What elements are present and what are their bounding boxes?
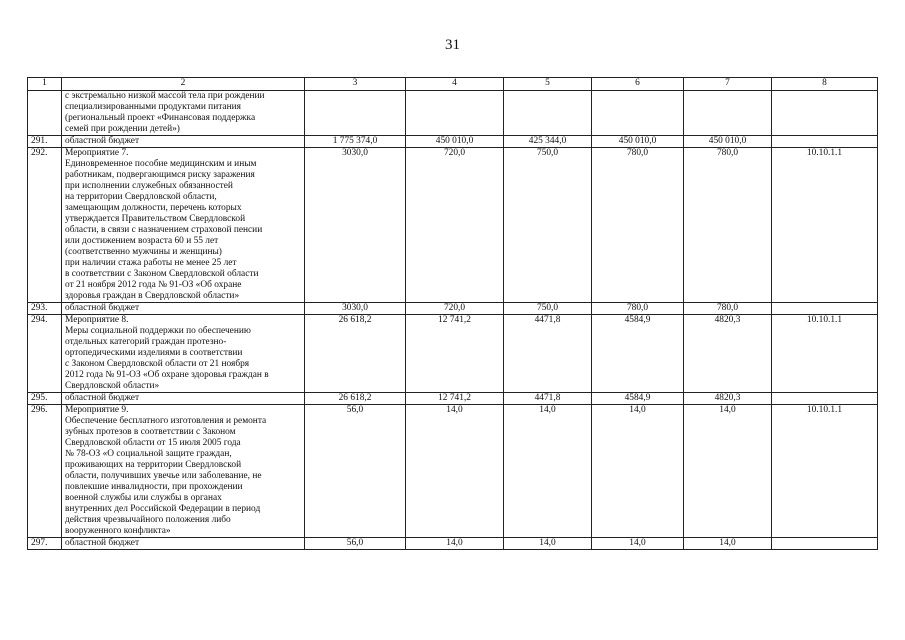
- value-cell-col5: 750,0: [504, 148, 592, 303]
- value-cell-col5: 4471,8: [504, 315, 592, 393]
- value-cell-col7: 14,0: [684, 538, 772, 550]
- value-cell-col5: 750,0: [504, 303, 592, 315]
- value-cell-col4: 14,0: [406, 538, 504, 550]
- row-number-cell: 297.: [28, 538, 62, 550]
- column-header: 3: [305, 78, 406, 91]
- description-line: Свердловской области»: [65, 381, 160, 391]
- row-number-cell: 295.: [28, 393, 62, 405]
- target-code-cell: 10.10.1.1: [772, 148, 878, 303]
- value-cell-col7: 4820,3: [684, 393, 772, 405]
- page-number: 31: [445, 37, 460, 53]
- table-body: [28, 91, 878, 550]
- description-line: здоровья граждан в Свердловской области»: [65, 291, 240, 301]
- value-cell-col6: [592, 91, 684, 136]
- description-line: при наличии стажа работы не менее 25 лет: [65, 258, 237, 268]
- value-cell-col4: 720,0: [406, 303, 504, 315]
- value-cell-col4: 12 741,2: [406, 393, 504, 405]
- target-code-cell: [772, 538, 878, 550]
- description-line: замещающим должности, перечень которых: [65, 203, 242, 213]
- value-cell-col4: 12 741,2: [406, 315, 504, 393]
- value-cell-col4: 450 010,0: [406, 136, 504, 148]
- description-line: действия чрезвычайного положения либо: [65, 515, 231, 525]
- description-line: области, в связи с назначением страховой пенсии: [65, 225, 263, 235]
- table-row: [28, 315, 878, 393]
- description-line: семей при рождении детей»): [65, 124, 180, 134]
- row-number-cell: [28, 91, 62, 136]
- value-cell-col6: 780,0: [592, 148, 684, 303]
- value-cell-col7: 4820,3: [684, 315, 772, 393]
- description-line: № 78-ОЗ «О социальной защите граждан,: [65, 449, 232, 459]
- value-cell-col5: 425 344,0: [504, 136, 592, 148]
- value-cell-col5: 14,0: [504, 405, 592, 538]
- row-number-cell: 294.: [28, 315, 62, 393]
- description-line: отдельных категорий граждан протезно-: [65, 337, 227, 347]
- description-cell: [62, 393, 305, 405]
- table-row: [28, 405, 878, 538]
- description-line: области, получивших увечье или заболевание, не: [65, 471, 262, 481]
- table-row: [28, 136, 878, 148]
- column-header: 6: [592, 78, 684, 91]
- target-code-cell: [772, 393, 878, 405]
- row-number-cell: 292.: [28, 148, 62, 303]
- value-cell-col3: 26 618,2: [305, 393, 406, 405]
- description-line: с экстремально низкой массой тела при рождении: [65, 91, 265, 101]
- description-cell: [62, 315, 305, 393]
- row-number-cell: 293.: [28, 303, 62, 315]
- value-cell-col4: 14,0: [406, 405, 504, 538]
- value-cell-col6: 780,0: [592, 303, 684, 315]
- description-line: на территории Свердловской области,: [65, 192, 217, 202]
- description-cell: [62, 405, 305, 538]
- value-cell-col6: 4584,9: [592, 315, 684, 393]
- value-cell-col3: 26 618,2: [305, 315, 406, 393]
- description-line: областной бюджет: [65, 303, 140, 313]
- description-line: повлекшие инвалидности, при прохождении: [65, 482, 243, 492]
- description-cell: [62, 136, 305, 148]
- value-cell-col5: 4471,8: [504, 393, 592, 405]
- description-line: Мероприятие 7.: [65, 148, 129, 158]
- target-code-cell: [772, 91, 878, 136]
- description-line: ортопедическими изделиями в соответствии: [65, 348, 243, 358]
- table-row: [28, 91, 878, 136]
- row-number-cell: 291.: [28, 136, 62, 148]
- column-header: 5: [504, 78, 592, 91]
- target-code-cell: 10.10.1.1: [772, 405, 878, 538]
- column-header: 2: [62, 78, 305, 91]
- description-cell: [62, 148, 305, 303]
- table-row: [28, 148, 878, 303]
- value-cell-col7: 14,0: [684, 405, 772, 538]
- description-line: с Законом Свердловской области от 21 ноября: [65, 359, 250, 369]
- value-cell-col3: 3030,0: [305, 148, 406, 303]
- description-line: (региональный проект «Финансовая поддержка: [65, 113, 256, 123]
- description-line: зубных протезов в соответствии с Законом: [65, 427, 236, 437]
- column-header: 8: [772, 78, 878, 91]
- value-cell-col6: 14,0: [592, 538, 684, 550]
- description-line: или достижением возраста 60 и 55 лет: [65, 236, 219, 246]
- value-cell-col6: 4584,9: [592, 393, 684, 405]
- value-cell-col7: [684, 91, 772, 136]
- description-line: Свердловской области от 15 июля 2005 года: [65, 438, 241, 448]
- description-line: (соответственно мужчины и женщины): [65, 247, 222, 257]
- description-line: областной бюджет: [65, 538, 140, 548]
- target-code-cell: [772, 136, 878, 148]
- description-line: Обеспечение бесплатного изготовления и ремонта: [65, 416, 267, 426]
- column-number-row: [28, 78, 878, 91]
- value-cell-col3: [305, 91, 406, 136]
- value-cell-col6: 450 010,0: [592, 136, 684, 148]
- description-cell: [62, 303, 305, 315]
- column-header: 7: [684, 78, 772, 91]
- value-cell-col7: 780,0: [684, 148, 772, 303]
- description-line: вооруженного конфликта»: [65, 526, 171, 536]
- description-line: областной бюджет: [65, 393, 140, 403]
- description-line: областной бюджет: [65, 136, 140, 146]
- description-line: Меры социальной поддержки по обеспечению: [65, 326, 251, 336]
- value-cell-col7: 780,0: [684, 303, 772, 315]
- value-cell-col6: 14,0: [592, 405, 684, 538]
- program-table: [27, 77, 878, 550]
- value-cell-col4: [406, 91, 504, 136]
- table-row: [28, 393, 878, 405]
- value-cell-col3: 3030,0: [305, 303, 406, 315]
- description-line: в соответствии с Законом Свердловской области: [65, 269, 259, 279]
- description-line: 2012 года № 91-ОЗ «Об охране здоровья граждан в: [65, 370, 269, 380]
- description-cell: [62, 91, 305, 136]
- value-cell-col4: 720,0: [406, 148, 504, 303]
- description-line: проживающих на территории Свердловской: [65, 460, 242, 470]
- description-cell: [62, 538, 305, 550]
- value-cell-col3: 56,0: [305, 405, 406, 538]
- description-line: внутренних дел Российской Федерации в период: [65, 504, 261, 514]
- value-cell-col5: 14,0: [504, 538, 592, 550]
- description-line: утверждается Правительством Свердловской: [65, 214, 246, 224]
- description-line: при исполнении служебных обязанностей: [65, 181, 233, 191]
- target-code-cell: 10.10.1.1: [772, 315, 878, 393]
- description-line: военной службы или службы в органах: [65, 493, 222, 503]
- description-line: Единовременное пособие медицинским и иным: [65, 159, 257, 169]
- value-cell-col5: [504, 91, 592, 136]
- column-header: 1: [28, 78, 62, 91]
- table-row: [28, 303, 878, 315]
- target-code-cell: [772, 303, 878, 315]
- description-line: специализированными продуктами питания: [65, 102, 241, 112]
- row-number-cell: 296.: [28, 405, 62, 538]
- value-cell-col3: 56,0: [305, 538, 406, 550]
- table-row: [28, 538, 878, 550]
- description-line: работникам, подвергающимся риску заражения: [65, 170, 255, 180]
- description-line: Мероприятие 9.: [65, 405, 129, 415]
- value-cell-col7: 450 010,0: [684, 136, 772, 148]
- description-line: Мероприятие 8.: [65, 315, 129, 325]
- column-header: 4: [406, 78, 504, 91]
- description-line: от 21 ноября 2012 года № 91-ОЗ «Об охране: [65, 280, 242, 290]
- value-cell-col3: 1 775 374,0: [305, 136, 406, 148]
